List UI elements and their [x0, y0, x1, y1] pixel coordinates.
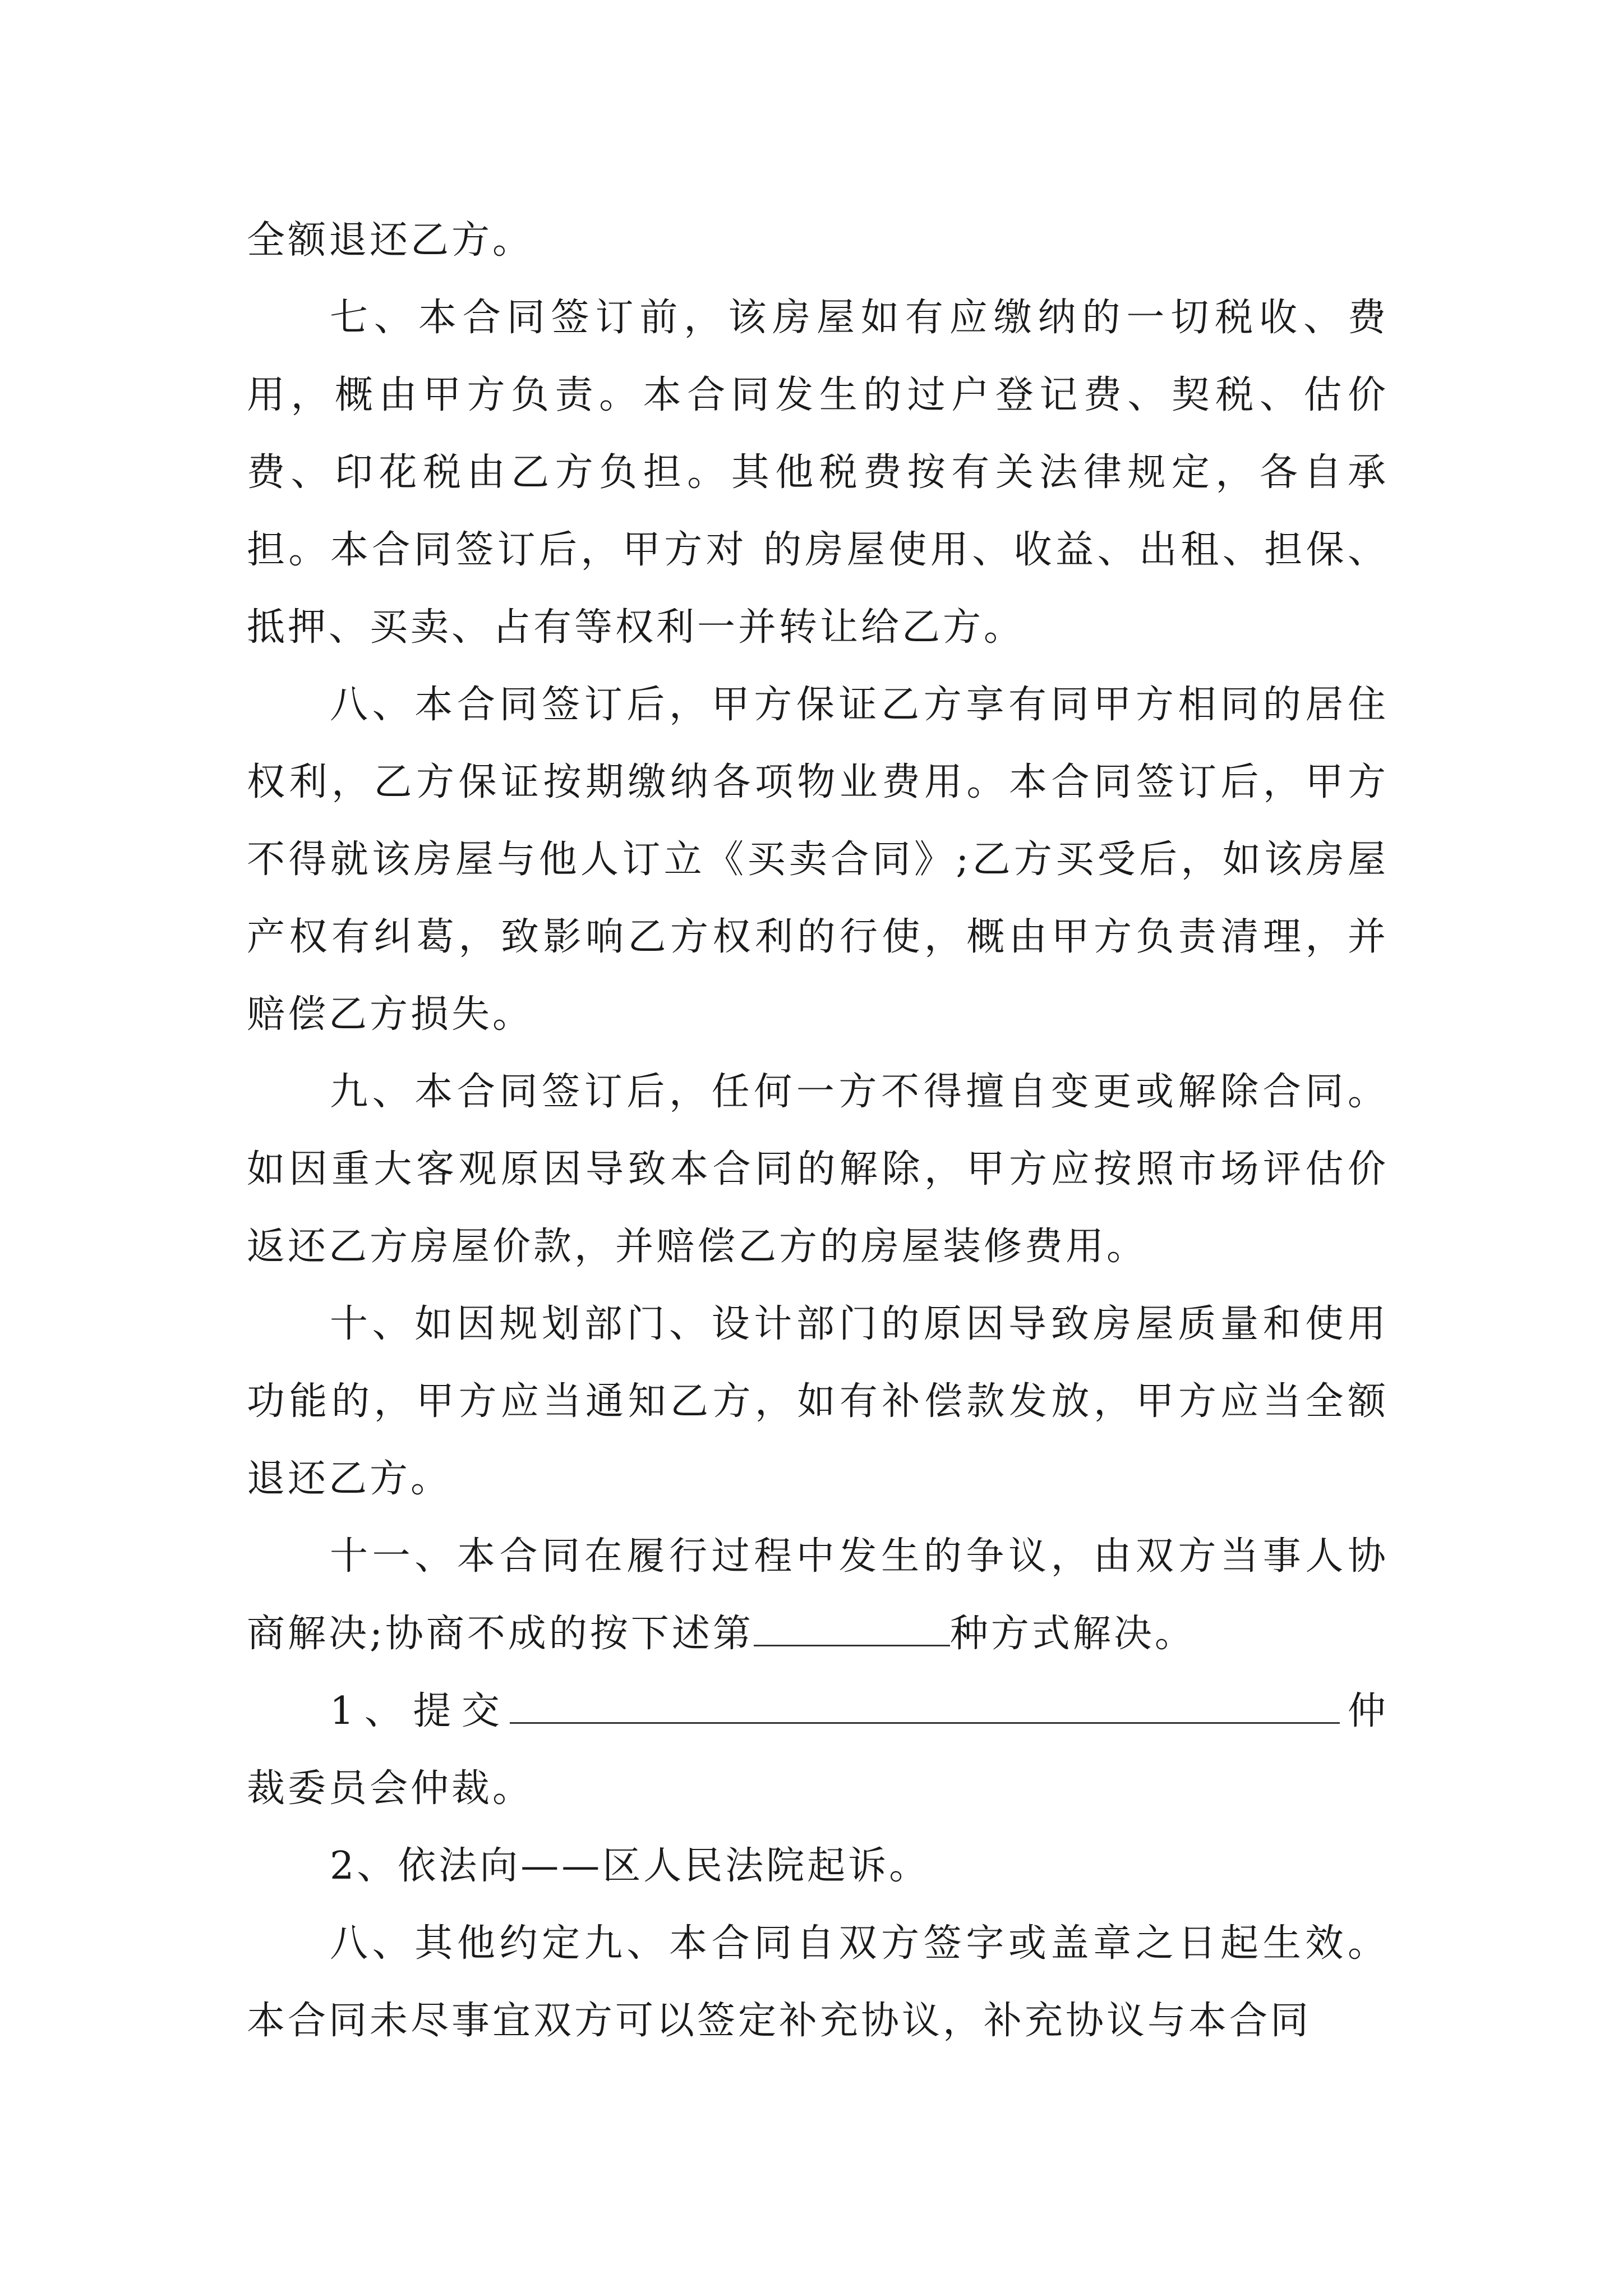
clause-11-text: 十一、本合同在履行过程中发生的争议，由双方当事人协商解决;协商不成的按下述第: [247, 1534, 1389, 1656]
clause-11: [247, 1518, 1389, 1673]
arbitration-committee-blank: [510, 1688, 1340, 1724]
other-terms: 八、其他约定九、本合同自双方签字或盖章之日起生效。本合同未尽事宜双方可以签定补充协议，补充协议与本合同: [247, 1921, 1389, 2043]
option-1-text-end: 仲裁委员会仲裁。: [247, 1689, 1389, 1811]
clause-9: 九、本合同签订后，任何一方不得擅自变更或解除合同。如因重大客观原因导致本合同的解除，甲方应按照市场评估价返还乙方房屋价款，并赔偿乙方的房屋装修费用。: [247, 1070, 1389, 1269]
clause-8: 八、本合同签订后，甲方保证乙方享有同甲方相同的居住权利，乙方保证按期缴纳各项物业费用。本合同签订后，甲方不得就该房屋与他人订立《买卖合同》;乙方买受后，如该房屋产权有纠葛，致影响乙方权利的行使，概由甲方负责清理，并赔偿乙方损失。: [247, 683, 1389, 1037]
document-body: [247, 202, 1389, 2060]
clause-10: 十、如因规划部门、设计部门的原因导致房屋质量和使用功能的，甲方应当通知乙方，如有补偿款发放，甲方应当全额退还乙方。: [247, 1302, 1389, 1501]
clause-7: 七、本合同签订前，该房屋如有应缴纳的一切税收、费用，概由甲方负责。本合同发生的过户登记费、契税、估价费、印花税由乙方负担。其他税费按有关法律规定，各自承担。本合同签订后，甲方对 的房屋使用、收益、出租、担保、抵押、买卖、占有等权利一并转让给乙方。: [247, 296, 1389, 650]
method-number-blank: [754, 1611, 950, 1646]
clause-11-text-end: 种方式解决。: [949, 1612, 1196, 1656]
paragraph-continuation: 全额退还乙方。: [247, 218, 534, 263]
option-1-text: 1、提交: [330, 1689, 510, 1733]
option-1: [247, 1673, 1389, 1828]
option-2: 2、依法向——区人民法院起诉。: [330, 1844, 930, 1888]
